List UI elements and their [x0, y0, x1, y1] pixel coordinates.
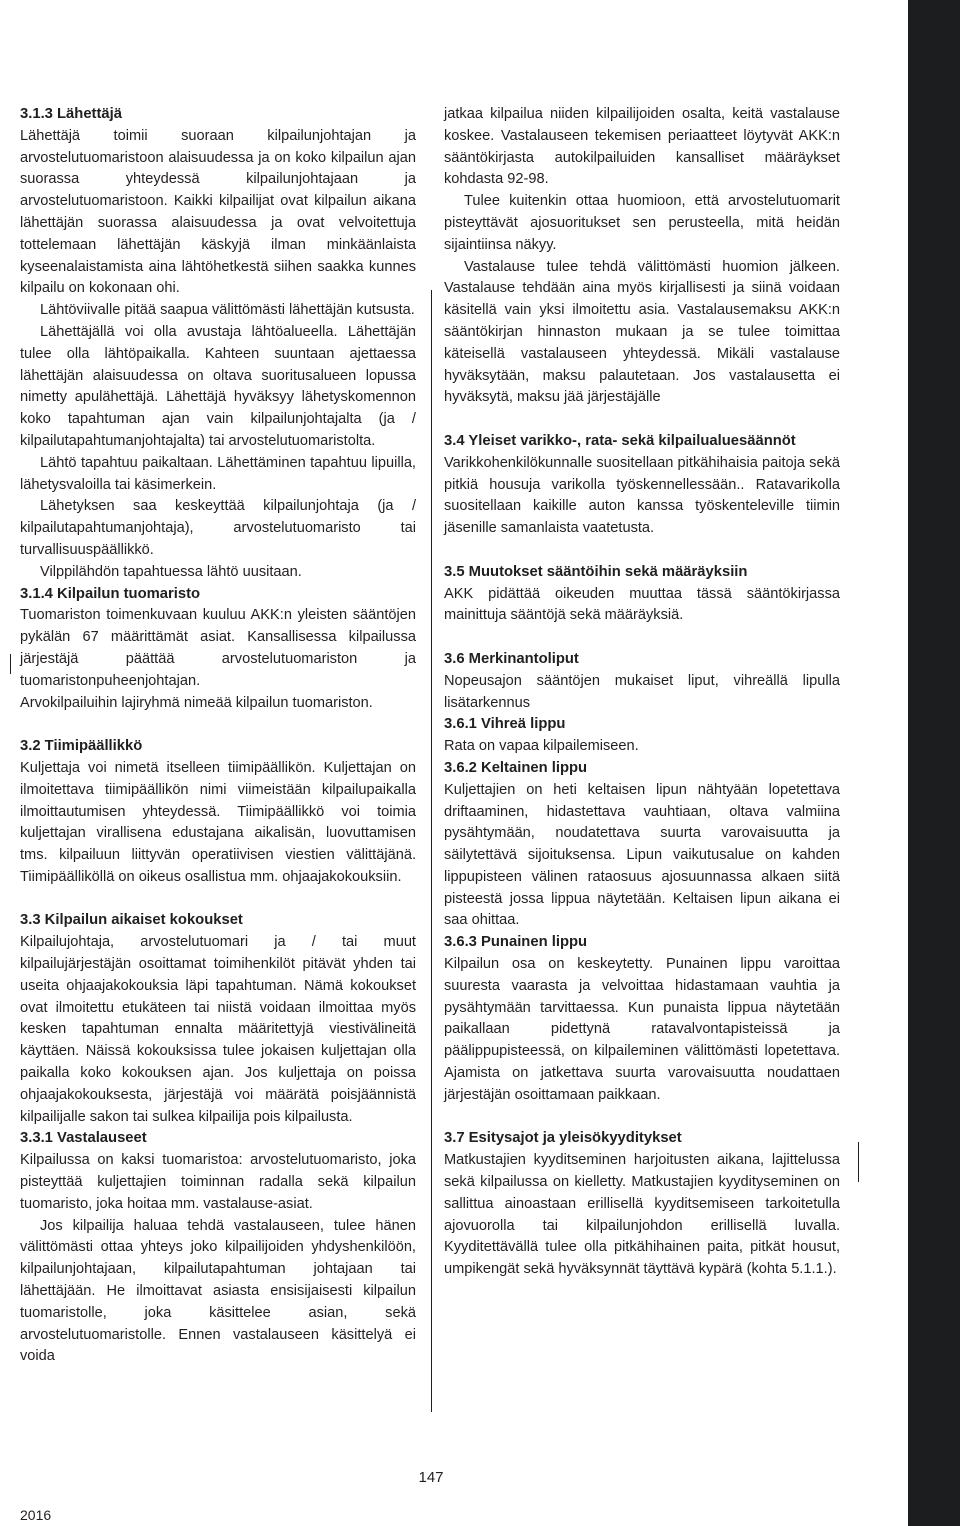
change-bar-middle [431, 290, 432, 1412]
paragraph: Tulee kuitenkin ottaa huomioon, että arvostelutuomarit pisteyttävät ajosuoritukset sen perusteella, mitä heidän sijaintiinsa näkyy. [444, 193, 840, 253]
paragraph: Rata on vapaa kilpailemiseen. [444, 738, 639, 755]
paragraph: AKK pidättää oikeuden muuttaa tässä sääntökirjassa mainittuja sääntöjä sekä määräyksiä. [444, 585, 840, 624]
heading-3-6: 3.6 Merkinantoliput [444, 650, 579, 667]
heading-3-1-3: 3.1.3 Lähettäjä [20, 106, 122, 122]
paragraph: Arvokilpailuihin lajiryhmä nimeää kilpailun tuomariston. [20, 694, 373, 711]
paragraph: Lähetyksen saa keskeyttää kilpailunjohtaja (ja / kilpailutapahtumanjohtaja), arvostelutuomaristo tai turvallisuuspäällikkö. [20, 498, 416, 558]
heading-3-5: 3.5 Muutokset sääntöihin sekä määräyksiin [444, 563, 748, 580]
right-column [444, 104, 840, 1281]
paragraph: Lähtöviivalle pitää saapua välittömästi lähettäjän kutsusta. [40, 302, 415, 319]
paragraph: Jos kilpailija haluaa tehdä vastalauseen, tulee hänen välittömästi ottaa yhteys joko kilpailijoiden yhdyshenkilöön, kilpailunjohtajaan, kilpailutapahtuman johtajaan tai lähettäjään. He ilmoittavat asiasta ensisijaisesti kilpailun tuomaristolle, joka käsittelee asian, sekä arvostelutuomaristolle. Ennen vastalauseen käsittelyä ei voida [20, 1217, 416, 1365]
paragraph: Tuomariston toimenkuvaan kuuluu AKK:n yleisten sääntöjen pykälän 67 määrittämät asiat. Kansallisessa kilpailussa järjestäjä päättää arvostelutuomariston ja tuomaristonpuheenjohtajan. [20, 607, 416, 689]
heading-3-3-1: 3.3.1 Vastalauseet [20, 1130, 147, 1147]
paragraph: Lähettäjällä voi olla avustaja lähtöalueella. Lähettäjän tulee olla lähtöpaikalla. Kahteen suuntaan ajettaessa lähettäjän alaisuudessa on oltava suoritusalueen lopussa nimetty apulähettäjä. Lähettäjä hyväksyy lähetyskomennon koko tapahtuman ajan vain kilpailunjohtajalta (ja / kilpailutapahtumanjohtajalta) tai arvostelutuomaristolta. [20, 323, 416, 449]
paragraph: Kilpailujohtaja, arvostelutuomari ja / tai muut kilpailujärjestäjän osoittamat toimihenkilöt pitävät yhden tai useita ohjaajakokouksia läpi tapahtuman. Nämä kokoukset ovat ilmoitettu etukäteen tai niistä voidaan ilmoittaa myös kesken tapahtuman ennalta määritettyjä viestivälineitä käyttäen. Näissä kokouksissa tulee jokaisen kuljettajan olla paikalla koko kokouksen ajan. Jos kuljettaja on poissa ohjaajakokouksesta, järjestäjä voi määrätä poisjäännistä kilpailijalle sakon tai sulkea kilpailija pois kilpailusta. [20, 934, 416, 1125]
change-bar-left [10, 654, 11, 674]
paragraph: Nopeusajon sääntöjen mukaiset liput, vihreällä lipulla lisätarkennus [444, 672, 840, 711]
heading-3-1-4: 3.1.4 Kilpailun tuomaristo [20, 585, 201, 602]
heading-3-3: 3.3 Kilpailun aikaiset kokoukset [20, 912, 243, 929]
paragraph: Kilpailun osa on keskeytetty. Punainen lippu varoittaa suuresta vaarasta ja velvoittaa hidastamaan vauhtia ja pysähtymään tarvittaessa. Kun punaista lippua näytetään paikallaan pidettynä ratavalvontapisteissä ja päälippupisteessä, on kilpaileminen välittömästi lopetettava. Ajamista on jatkettava suurta varovaisuutta noudattaen järjestäjän osoittamaan paikkaan. [444, 956, 840, 1103]
paragraph: Matkustajien kyyditseminen harjoitusten aikana, lajittelussa sekä kilpailussa on kielletty. Matkustajien kyydityseminen on sallittua ainoastaan erillisellä kyyditsemiseen tarkoitetulla ajovuorolla tai kilpailunjohdon erillisellä luvalla. Kyyditettävällä tulee olla pitkähihainen paita, pitkät housut, umpikengät sekä hyväksynnät täyttävä kypärä (kohta 5.1.1.). [444, 1152, 840, 1278]
heading-3-6-3: 3.6.3 Punainen lippu [444, 934, 588, 951]
paragraph: Vastalause tulee tehdä välittömästi huomion jälkeen. Vastalause tehdään aina myös kirjallisesti ja siinä voidaan käsitellä vain yksi ilmoitettu asia. Vastalausemaksu AKK:n sääntökirjan hinnaston mukaan ja se tulee toimittaa käteisellä vastalauseen yhteydessä. Mikäli vastalause hyväksytään, maksu palautetaan. Jos vastalausetta ei hyväksytä, maksu jää järjestäjälle [444, 258, 840, 406]
paragraph: Varikkohenkilökunnalle suositellaan pitkähihaisia paitoja sekä pitkiä housuja varikolla työskennellessään.. Ratavarikolla suositellaan kaikille auton kanssa työskenteleville tiimin jäsenille samanlaista vaatetusta. [444, 454, 840, 537]
heading-3-4: 3.4 Yleiset varikko-, rata- sekä kilpailualuesäännöt [444, 432, 796, 449]
paragraph: Lähtö tapahtuu paikaltaan. Lähettäminen tapahtuu lipuilla, lähetysvaloilla tai käsimerkein. [20, 454, 416, 493]
footer-year: 2016 [20, 1507, 52, 1523]
heading-3-6-2: 3.6.2 Keltainen lippu [444, 759, 588, 776]
heading-3-2: 3.2 Tiimipäällikkö [20, 738, 143, 755]
heading-3-6-1: 3.6.1 Vihreä lippu [444, 716, 566, 733]
left-column [20, 104, 416, 1368]
dark-edge-bar [908, 0, 960, 1526]
change-bar-right [858, 1142, 859, 1182]
paragraph: Kuljettaja voi nimetä itselleen tiimipäällikön. Kuljettajan on ilmoitettava tiimipäällikön nimi viimeistään kilpailupaikalla ilmoittautumisen yhteydessä. Tiimipäällikkö voi toimia kuljettajan virallisena edustajana aikalisän, luovuttamisen tms. kilpailuun liittyvän operatiivisen viestien välittäjänä. Tiimipäälliköllä on oikeus osallistua mm. ohjaajakokouksiin. [20, 759, 416, 885]
paragraph: Kuljettajien on heti keltaisen lipun nähtyään lopetettava driftaaminen, hidastettava vauhtiaan, oltava valmiina pysähtymään, noudatettava suurta varovaisuutta ja säilytettävä sijoituksensa. Lipun vaikutusalue on kahden lippupisteen välinen rataosuus ajosuunnassa alkaen siitä pisteestä jossa lippua näytetään. Keltaisen lipun aikana ei saa ohittaa. [444, 781, 840, 929]
heading-3-7: 3.7 Esitysajot ja yleisökyyditykset [444, 1130, 682, 1147]
paragraph: jatkaa kilpailua niiden kilpailijoiden osalta, keitä vastalause koskee. Vastalauseen tekemisen periaatteet löytyvät AKK:n sääntökirjasta autokilpailuiden kansalliset määräykset kohdasta 92-98. [444, 106, 840, 188]
paragraph: Lähettäjä toimii suoraan kilpailunjohtajan ja arvostelutuomaristoon alaisuudessa ja on koko kilpailun ajan suorassa yhteydessä kilpailunjohtajaan ja arvostelutuomaristoon. Kaikki kilpailijat ovat kilpailun aikana lähettäjän suorassa alaisuudessa ja ovat velvoitettuja tottelemaan lähettäjän käskyjä ilman minkäänlaista kyseenalaistamista aina lähtöhetkestä siihen saakka kunnes kilpailu on kokonaan ohi. [20, 127, 416, 297]
page-number: 147 [418, 1469, 444, 1486]
paragraph: Kilpailussa on kaksi tuomaristoa: arvostelutuomaristo, joka pisteyttää kuljettajien toiminnan radalla sekä kilpailun tuomaristo, joka hoitaa mm. vastalause-asiat. [20, 1152, 416, 1212]
paragraph: Vilppilähdön tapahtuessa lähtö uusitaan. [40, 563, 302, 580]
